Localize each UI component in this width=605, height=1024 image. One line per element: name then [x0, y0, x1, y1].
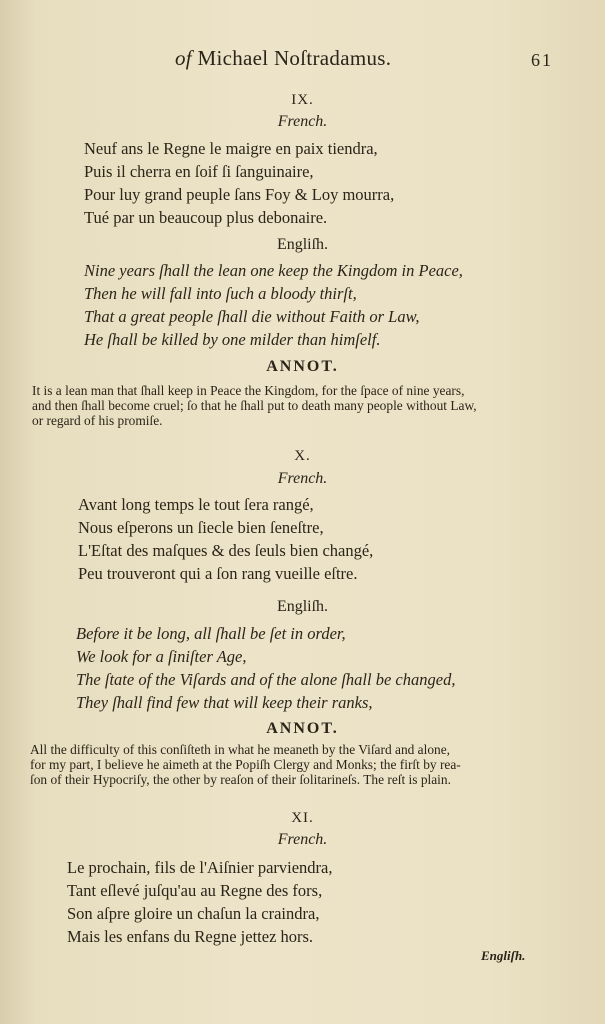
- verse-line: Nous eſperons un ſiecle bien ſeneſtre,: [78, 518, 324, 537]
- quatrain-numeral-ix: IX.: [291, 92, 314, 108]
- running-title-name: Michael Noſtradamus.: [197, 46, 392, 70]
- verse-line: Then he will fall into ſuch a bloody thirſt,: [84, 284, 357, 303]
- verse-line: Tant eſlevé juſqu'au au Regne des fors,: [67, 881, 323, 900]
- running-title: [175, 46, 391, 71]
- annotation-line: It is a lean man that ſhall keep in Peace the Kingdom, for the ſpace of nine years,: [32, 383, 465, 398]
- annotation-heading: ANNOT.: [266, 358, 339, 375]
- annotation-line: for my part, I believe he aimeth at the Popiſh Clergy and Monks; the firſt by rea-: [30, 757, 461, 772]
- running-title-prefix: of: [175, 46, 192, 70]
- verse-line: That a great people ſhall die without Faith or Law,: [84, 307, 420, 326]
- annotation-line: All the difficulty of this conſiſteth in what he meaneth by the Viſard and alone,: [30, 742, 451, 757]
- verse-line: Peu trouveront qui a ſon rang vueille eſtre.: [78, 564, 358, 583]
- quatrain-numeral-xi: XI.: [291, 810, 314, 826]
- english-verse: [76, 622, 455, 714]
- english-label: Engliſh.: [276, 236, 329, 253]
- french-label: French.: [277, 831, 328, 848]
- annotation-text: [32, 383, 544, 428]
- page-number: 61: [531, 50, 553, 70]
- verse-line: Tué par un beaucoup plus debonaire.: [84, 208, 328, 227]
- verse-line: Nine years ſhall the lean one keep the Kingdom in Peace,: [84, 261, 463, 280]
- verse-line: Son aſpre gloire un chaſun la craindra,: [67, 904, 320, 923]
- french-verse: [84, 137, 394, 229]
- verse-line: Puis il cherra en ſoif ſi ſanguinaire,: [84, 162, 314, 181]
- page-header: [0, 44, 605, 84]
- annotation-heading: ANNOT.: [266, 720, 339, 737]
- annotation-text: [30, 742, 550, 787]
- verse-line: He ſhall be killed by one milder than himſelf.: [84, 330, 381, 349]
- annotation-line: or regard of his promiſe.: [32, 413, 163, 428]
- french-verse: [78, 493, 373, 585]
- verse-line: Avant long temps le tout ſera rangé,: [78, 495, 314, 514]
- annotation-line: ſon of their Hypocriſy, the other by reaſon of their ſolitarineſs. The reſt is plain.: [30, 772, 451, 787]
- verse-line: Mais les enfans du Regne jettez hors.: [67, 927, 314, 946]
- catchword: Engliſh.: [481, 948, 526, 963]
- verse-line: We look for a ſiniſter Age,: [76, 647, 247, 666]
- english-verse: [84, 259, 463, 351]
- french-verse: [67, 856, 333, 948]
- quatrain-numeral-x: X.: [294, 448, 311, 464]
- verse-line: L'Eſtat des maſques & des ſeuls bien changé,: [78, 541, 374, 560]
- verse-line: They ſhall find few that will keep their ranks,: [76, 693, 373, 712]
- french-label: French.: [277, 113, 328, 130]
- french-label: French.: [277, 470, 328, 487]
- verse-line: Neuf ans le Regne le maigre en paix tiendra,: [84, 139, 378, 158]
- english-label: Engliſh.: [276, 598, 329, 615]
- verse-line: The ſtate of the Viſards and of the alone ſhall be changed,: [76, 670, 456, 689]
- verse-line: Pour luy grand peuple ſans Foy & Loy mourra,: [84, 185, 395, 204]
- annotation-line: and then ſhall become cruel; ſo that he ſhall put to death many people without Law,: [32, 398, 477, 413]
- verse-line: Le prochain, fils de l'Aiſnier parviendra,: [67, 858, 333, 877]
- verse-line: Before it be long, all ſhall be ſet in order,: [76, 624, 346, 643]
